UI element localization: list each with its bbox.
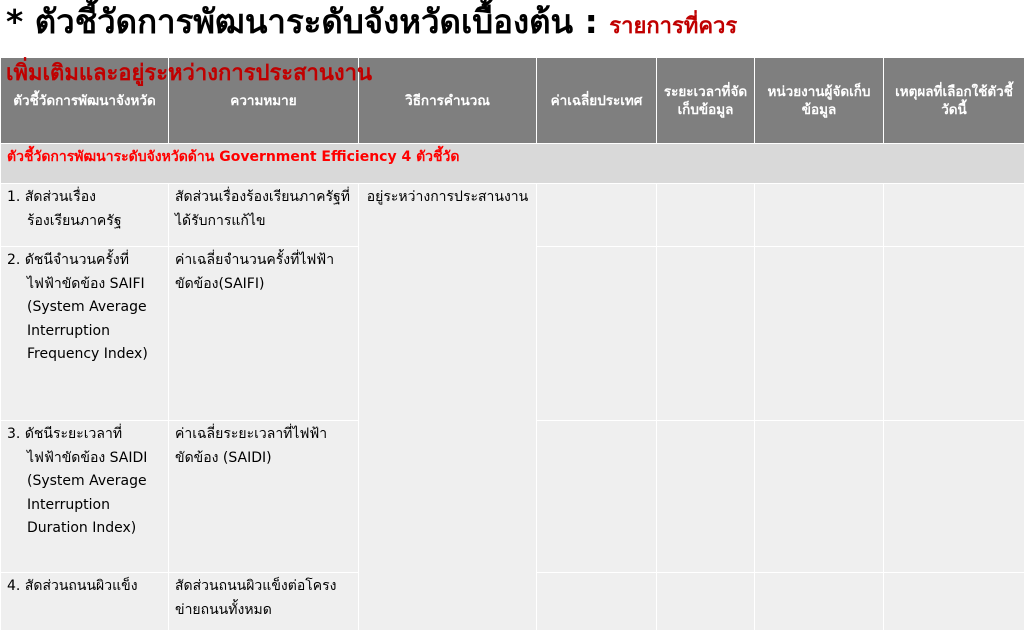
table-row (1, 184, 1024, 247)
indicator-cell (1, 421, 169, 573)
indicator-number: 3. (7, 426, 21, 442)
collecting-agency-cell (755, 184, 884, 247)
indicator-name-rest: ร้องเรียนภาครัฐ (27, 212, 122, 229)
meaning-cell: ค่าเฉลี่ยจำนวนครั้งที่ไฟฟ้าขัดข้อง(SAIFI) (169, 247, 359, 421)
indicator-cell (1, 247, 169, 421)
title-subtitle-text: รายการที่ควร (609, 14, 738, 39)
header-collecting-agency: หน่วยงานผู้จัดเก็บข้อมูล (755, 58, 884, 144)
meaning-cell: สัดส่วนถนนผิวแข็งต่อโครงข่ายถนนทั้งหมด (169, 573, 359, 631)
selection-reason-cell (884, 184, 1024, 247)
collection-period-cell (657, 573, 755, 631)
collection-period-cell (657, 184, 755, 247)
indicator-number: 2. (7, 252, 21, 268)
header-calculation: วิธีการคำนวณ (359, 58, 537, 144)
selection-reason-cell (884, 247, 1024, 421)
title-subtitle-line2: เพิ่มเติมและอยู่ระหว่างการประสานงาน (6, 61, 373, 86)
national-average-cell (537, 247, 657, 421)
title-main-text: * ตัวชี้วัดการพัฒนาระดับจังหวัดเบื้องต้น : (6, 2, 598, 41)
indicator-name-first: สัดส่วนเรื่อง (24, 189, 96, 205)
indicator-name-first: ดัชนีระยะเวลาที่ (24, 426, 123, 442)
header-indicator: ตัวชี้วัดการพัฒนาจังหวัด (1, 58, 169, 144)
national-average-cell (537, 184, 657, 247)
indicator-name-rest: ไฟฟ้าขัดข้อง SAIFI (System Average Interruption Frequency Index) (27, 275, 148, 362)
calculation-cell-merged: อยู่ระหว่างการประสานงาน (359, 184, 537, 631)
selection-reason-cell (884, 421, 1024, 573)
section-row (1, 144, 1024, 184)
indicator-name-first: ดัชนีจำนวนครั้งที่ (24, 252, 129, 268)
header-selection-reason: เหตุผลที่เลือกใช้ตัวชี้วัดนี้ (884, 58, 1024, 144)
indicator-cell (1, 573, 169, 631)
collecting-agency-cell (755, 421, 884, 573)
indicator-number: 4. (7, 578, 21, 594)
indicator-cell (1, 184, 169, 247)
collecting-agency-cell (755, 573, 884, 631)
collection-period-cell (657, 421, 755, 573)
header-meaning: ความหมาย (169, 58, 359, 144)
national-average-cell (537, 421, 657, 573)
collection-period-cell (657, 247, 755, 421)
indicator-name-first: สัดส่วนถนนผิวแข็ง (24, 578, 138, 594)
header-national-average: ค่าเฉลี่ยประเทศ (537, 58, 657, 144)
meaning-cell: สัดส่วนเรื่องร้องเรียนภาครัฐที่ได้รับการแก้ไข (169, 184, 359, 247)
meaning-cell: ค่าเฉลี่ยระยะเวลาที่ไฟฟ้าขัดข้อง (SAIDI) (169, 421, 359, 573)
selection-reason-cell (884, 573, 1024, 631)
indicator-table (0, 57, 1024, 631)
indicator-number: 1. (7, 189, 21, 205)
indicator-name-rest: ไฟฟ้าขัดข้อง SAIDI (System Average Interruption Duration Index) (27, 449, 148, 536)
collecting-agency-cell (755, 247, 884, 421)
section-title: ตัวชี้วัดการพัฒนาระดับจังหวัดด้าน Government Efficiency 4 ตัวชี้วัด (1, 144, 1024, 184)
header-collection-period: ระยะเวลาที่จัดเก็บข้อมูล (657, 58, 755, 144)
slide-title (6, 0, 1021, 49)
national-average-cell (537, 573, 657, 631)
